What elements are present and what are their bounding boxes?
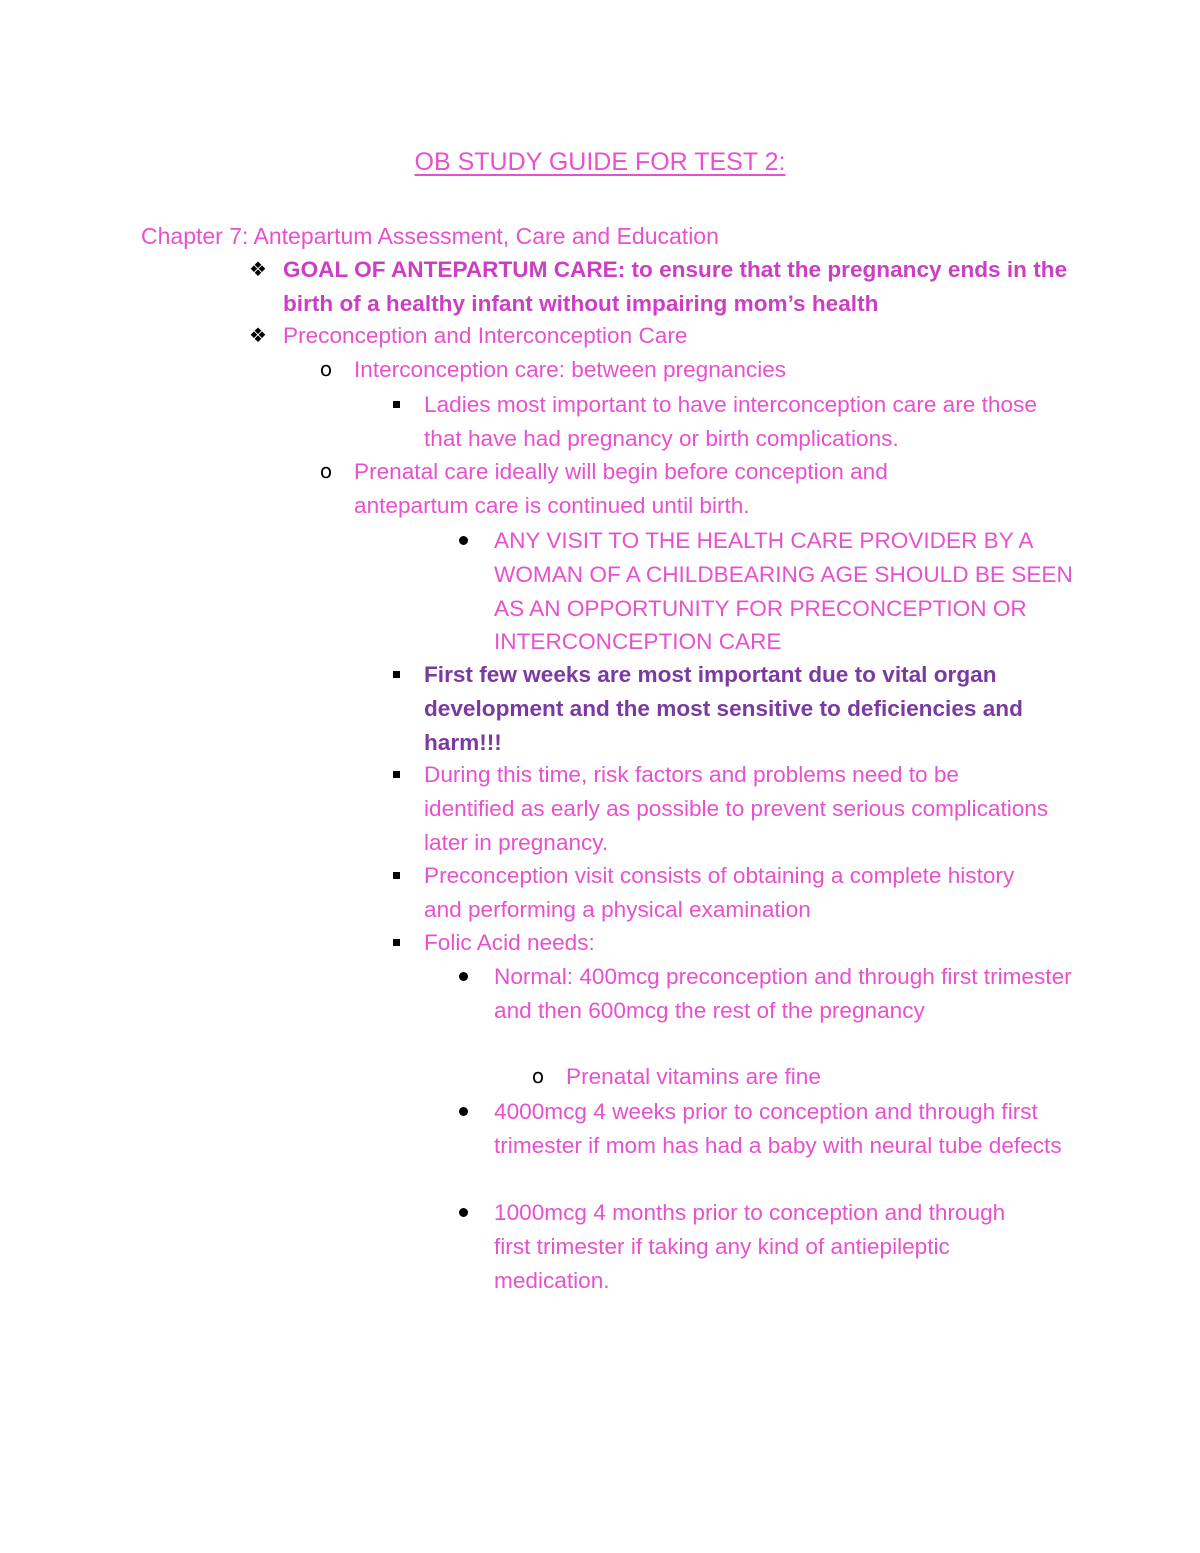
list-item-folic-1000 [494, 1196, 1034, 1297]
list-item-text: Folic Acid needs: [424, 930, 595, 955]
diamond-icon: ❖ [249, 323, 267, 347]
list-item-ladies [424, 388, 1074, 456]
list-item-folic-acid [424, 926, 1054, 960]
list-item-folic-normal [494, 960, 1074, 1028]
circle-icon: o [531, 1064, 545, 1088]
list-item-text: First few weeks are most important due to vital organ development and the most sensitive to deficiencies and harm!!! [424, 662, 1023, 755]
diamond-icon: ❖ [249, 257, 267, 281]
chapter-heading: Chapter 7: Antepartum Assessment, Care and Education [141, 223, 719, 249]
square-icon [390, 926, 402, 960]
list-item-interconception [319, 353, 1074, 387]
list-item-text: During this time, risk factors and problems need to be identified as early as possible to prevent serious complications later in pregnancy. [424, 762, 1049, 855]
list-item-text: 4000mcg 4 weeks prior to conception and through first trimester if mom has had a baby with neural tube defects [494, 1099, 1062, 1158]
square-icon [390, 658, 402, 692]
circle-icon: o [319, 459, 333, 483]
list-item-prenatal-vitamins [531, 1060, 1066, 1094]
list-item-text: 1000mcg 4 months prior to conception and through first trimester if taking any kind of antiepileptic medication. [494, 1200, 1006, 1293]
list-item-goal [249, 253, 1073, 321]
square-icon [390, 859, 402, 893]
square-icon [390, 388, 402, 422]
list-item-text: ANY VISIT TO THE HEALTH CARE PROVIDER BY A WOMAN OF A CHILDBEARING AGE SHOULD BE SEEN AS AN OPPORTUNITY FOR PRECONCEPTION OR INTERCONCEPTION CARE [494, 528, 1073, 655]
document-title: OB STUDY GUIDE FOR TEST 2: [414, 148, 786, 176]
list-item-text: Preconception visit consists of obtaining a complete history and performing a physical examination [424, 863, 1015, 922]
list-item-text: Prenatal vitamins are fine [566, 1064, 821, 1089]
list-item-any-visit [494, 524, 1084, 659]
list-item-preconception-visit [424, 859, 1054, 927]
list-item-text: Preconception and Interconception Care [283, 323, 688, 348]
list-item-text: Interconception care: between pregnancies [354, 357, 787, 382]
dot-icon [456, 960, 470, 994]
dot-icon [456, 1095, 470, 1129]
list-item-folic-4000 [494, 1095, 1074, 1163]
dot-icon [456, 524, 470, 558]
dot-icon [456, 1196, 470, 1230]
list-item-text: Prenatal care ideally will begin before conception and antepartum care is continued until birth. [354, 459, 888, 518]
list-item-text: GOAL OF ANTEPARTUM CARE: to ensure that the pregnancy ends in the birth of a healthy infant without impairing mom’s health [283, 257, 1068, 316]
circle-icon: o [319, 357, 333, 381]
list-item-preconception-care [249, 319, 1073, 353]
list-item-prenatal-care [319, 455, 994, 523]
list-item-text: Normal: 400mcg preconception and through first trimester and then 600mcg the rest of the pregnancy [494, 964, 1072, 1023]
square-icon [390, 758, 402, 792]
list-item-risk-factors [424, 758, 1054, 859]
list-item-first-weeks [424, 658, 1084, 759]
list-item-text: Ladies most important to have interconception care are those that have had pregnancy or birth complications. [424, 392, 1037, 451]
